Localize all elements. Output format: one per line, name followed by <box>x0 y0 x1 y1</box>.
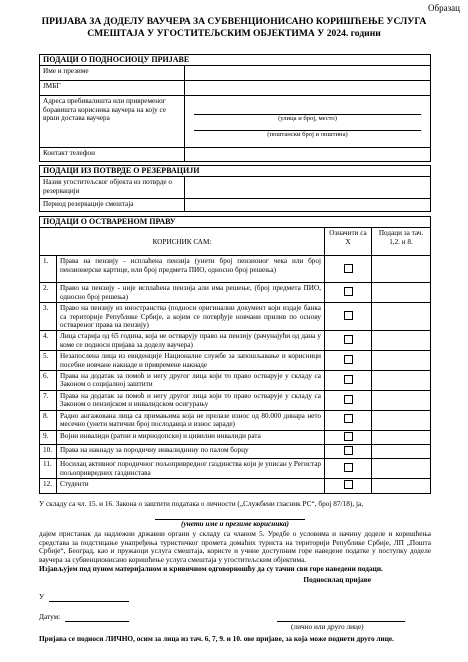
col-docs-header: Подаци за тач. 1,2. и 8. <box>372 228 431 256</box>
title-line-1: ПРИЈАВА ЗА ДОДЕЛУ ВАУЧЕРА ЗА СУБВЕНЦИОНИСАНО КОРИШЋЕЊЕ УСЛУГА <box>41 16 427 27</box>
rights-item-text: Права на пензију - исплаћена пензија (унети број пензионог чека или број пензионерске картице, или број предмета ПИО, односно број решења) <box>57 256 325 283</box>
law-text: У складу са чл. 15. и 16. Закона о заштити података о личности („Службени гласник РС“, број 87/18), ја, <box>39 499 364 508</box>
rights-item-text: Војни инвалиди (ратни и мирнодопски) и цивилни инвалиди рата <box>57 430 325 444</box>
rights-docs-cell[interactable] <box>372 459 431 479</box>
rights-mark-cell <box>325 390 372 410</box>
rights-checkbox[interactable] <box>344 414 353 423</box>
phone-label: Контакт телефон <box>40 148 185 162</box>
phone-field[interactable] <box>185 148 431 162</box>
rights-item-number: 1. <box>40 256 57 283</box>
rights-row <box>40 331 431 351</box>
address-label: Адреса пребивалишта или привременог боравишта корисника ваучера на коју се врши достава ваучера <box>40 96 185 148</box>
address-field[interactable] <box>185 96 431 148</box>
section-rights-heading: ПОДАЦИ О ОСТВАРЕНОМ ПРАВУ <box>40 217 431 228</box>
rights-item-text: Права на додатак за помоћ и негу другог лица који то право остварује у складу са Законом о социјалној заштити <box>57 371 325 391</box>
period-field[interactable] <box>185 199 431 212</box>
rights-item-text: Незапослена лица из евиденције Националне службе за запошљавање и корисници посебне новчане накнаде и привремене накнаде <box>57 351 325 371</box>
rights-mark-cell <box>325 331 372 351</box>
sign-caption: (лично или друго лице) <box>291 621 364 631</box>
footer <box>39 500 431 644</box>
rights-item-text: Право на пензију из иностранства (подноси оригинални документ који издаје банка са територије Републике Србије, а којим се потврђује новчани прилив по основу оствареног права на пензију) <box>57 303 325 331</box>
rights-checkbox[interactable] <box>344 355 353 364</box>
rights-docs-cell[interactable] <box>372 331 431 351</box>
note-text: Пријава се подноси ЛИЧНО, осим за лица из тач. 6, 7, 9. и 10. ове пријаве, за која може поднети друго лице. <box>39 634 394 644</box>
rights-item-number: 3. <box>40 303 57 331</box>
rights-docs-cell[interactable] <box>372 410 431 430</box>
rights-item-number: 6. <box>40 371 57 391</box>
rights-docs-cell[interactable] <box>372 303 431 331</box>
rights-checkbox[interactable] <box>344 463 353 472</box>
post-line[interactable] <box>194 124 421 131</box>
rights-mark-cell <box>325 303 372 331</box>
jmbg-field[interactable] <box>185 81 431 96</box>
rights-item-text: Права на накнаду за породичну инвалиднину по палом борцу <box>57 444 325 458</box>
jmbg-label: ЈМБГ <box>40 81 185 96</box>
rights-checkbox[interactable] <box>344 446 353 455</box>
rights-docs-cell[interactable] <box>372 371 431 391</box>
name-caption: (унети име и презиме корисника) <box>181 518 289 528</box>
object-label: Назив угоститељског објекта из потврде о резервацији <box>40 177 185 199</box>
rights-item-number: 2. <box>40 283 57 303</box>
rights-row <box>40 256 431 283</box>
period-label: Период резервације смештаја <box>40 199 185 212</box>
rights-row <box>40 444 431 458</box>
rights-mark-cell <box>325 283 372 303</box>
rights-checkbox[interactable] <box>344 395 353 404</box>
rights-docs-cell[interactable] <box>372 256 431 283</box>
form-code: Образац <box>428 3 460 13</box>
rights-checkbox[interactable] <box>344 432 353 441</box>
col-mark-header: Означити са X <box>325 228 372 256</box>
applicant-label: Подносилац пријаве <box>303 575 371 585</box>
rights-item-text: Права на додатак за помоћ и негу другог лица који то право остварује у складу са Законом о пензијском и инвалидском осигурању <box>57 390 325 410</box>
rights-docs-cell[interactable] <box>372 444 431 458</box>
rights-row <box>40 371 431 391</box>
rights-item-number: 12. <box>40 479 57 493</box>
rights-docs-cell[interactable] <box>372 479 431 493</box>
consent-text: дајем пристанак да надлежни државни органи у складу са чланом 5. Уредбе о условима и начину доделе и коришћења средстава за подстицање унапређења туристичког промета домаћих туриста на територији Републике Србије, ЛП „Пошта Србије“, Београд, као и пружаоци услуга смештаја, користе и учине доступним горе наведене податке у поступку доделе ваучера за субвенционисано коришћење услуга смештаја у угоститељским објектима. <box>39 529 431 564</box>
rights-docs-cell[interactable] <box>372 283 431 303</box>
date-label: Датум: <box>39 611 61 621</box>
rights-row <box>40 430 431 444</box>
rights-checkbox[interactable] <box>344 311 353 320</box>
rights-row <box>40 351 431 371</box>
rights-row <box>40 390 431 410</box>
place-line[interactable] <box>49 601 129 602</box>
place-label: У <box>39 591 45 601</box>
rights-row <box>40 303 431 331</box>
rights-item-number: 8. <box>40 410 57 430</box>
title-line-2: СМЕШТАЈА У УГОСТИТЕЉСКИМ ОБЈЕКТИМА У 2024. години <box>87 28 381 39</box>
date-line[interactable] <box>65 621 129 622</box>
signature-line[interactable] <box>277 621 405 622</box>
rights-docs-cell[interactable] <box>372 390 431 410</box>
rights-checkbox[interactable] <box>344 375 353 384</box>
rights-item-text: Лица старија од 65 година, која не остварују право на пензију (рачунајући од дана у коме се подноси пријава за доделу ваучера) <box>57 331 325 351</box>
name-label: Име и презиме <box>40 66 185 81</box>
post-caption: (поштански број и општина) <box>267 130 348 138</box>
rights-item-number: 4. <box>40 331 57 351</box>
rights-checkbox[interactable] <box>344 264 353 273</box>
rights-docs-cell[interactable] <box>372 430 431 444</box>
rights-row <box>40 410 431 430</box>
rights-checkbox[interactable] <box>344 480 353 489</box>
rights-mark-cell <box>325 444 372 458</box>
rights-mark-cell <box>325 479 372 493</box>
col-user-header: КОРИСНИК САМ: <box>40 228 325 256</box>
rights-mark-cell <box>325 371 372 391</box>
section-reservation-heading: ПОДАЦИ ИЗ ПОТВРДЕ О РЕЗЕРВАЦИЈИ <box>40 166 431 177</box>
rights-row <box>40 283 431 303</box>
rights-table <box>39 216 431 494</box>
rights-mark-cell <box>325 256 372 283</box>
name-field[interactable] <box>185 66 431 81</box>
rights-item-text: Радно ангажована лица са примањима која не прелазе износ од 80.000 динара нето месечно (унети матични број послодавца и износ зараде) <box>57 410 325 430</box>
rights-item-number: 5. <box>40 351 57 371</box>
rights-mark-cell <box>325 459 372 479</box>
applicant-table <box>39 54 431 162</box>
rights-checkbox[interactable] <box>344 335 353 344</box>
rights-mark-cell <box>325 410 372 430</box>
form-title <box>0 16 468 40</box>
rights-item-number: 7. <box>40 390 57 410</box>
declaration-text: Изјављујем под пуном материјалном и кривичном одговорношћу да су тачни сви горе наведени подаци. <box>39 563 383 573</box>
object-field[interactable] <box>185 177 431 199</box>
rights-mark-cell <box>325 351 372 371</box>
reservation-table <box>39 165 431 212</box>
street-line[interactable] <box>194 105 421 115</box>
rights-checkbox[interactable] <box>344 287 353 296</box>
rights-mark-cell <box>325 430 372 444</box>
rights-item-text: Право на пензију - није исплаћена пензија али има решење, (број предмета ПИО, односно број решења) <box>57 283 325 303</box>
rights-item-number: 9. <box>40 430 57 444</box>
section-applicant-heading: ПОДАЦИ О ПОДНОСИОЦУ ПРИЈАВЕ <box>40 55 431 66</box>
rights-item-text: Студенти <box>57 479 325 493</box>
rights-docs-cell[interactable] <box>372 351 431 371</box>
rights-row <box>40 459 431 479</box>
rights-item-number: 10. <box>40 444 57 458</box>
rights-row <box>40 479 431 493</box>
rights-item-text: Носилац активног породичног пољопривредног газдинства који је уписан у Регистар пољопривредних газдинстава <box>57 459 325 479</box>
rights-item-number: 11. <box>40 459 57 479</box>
street-caption: (улица и број, место) <box>278 115 337 123</box>
